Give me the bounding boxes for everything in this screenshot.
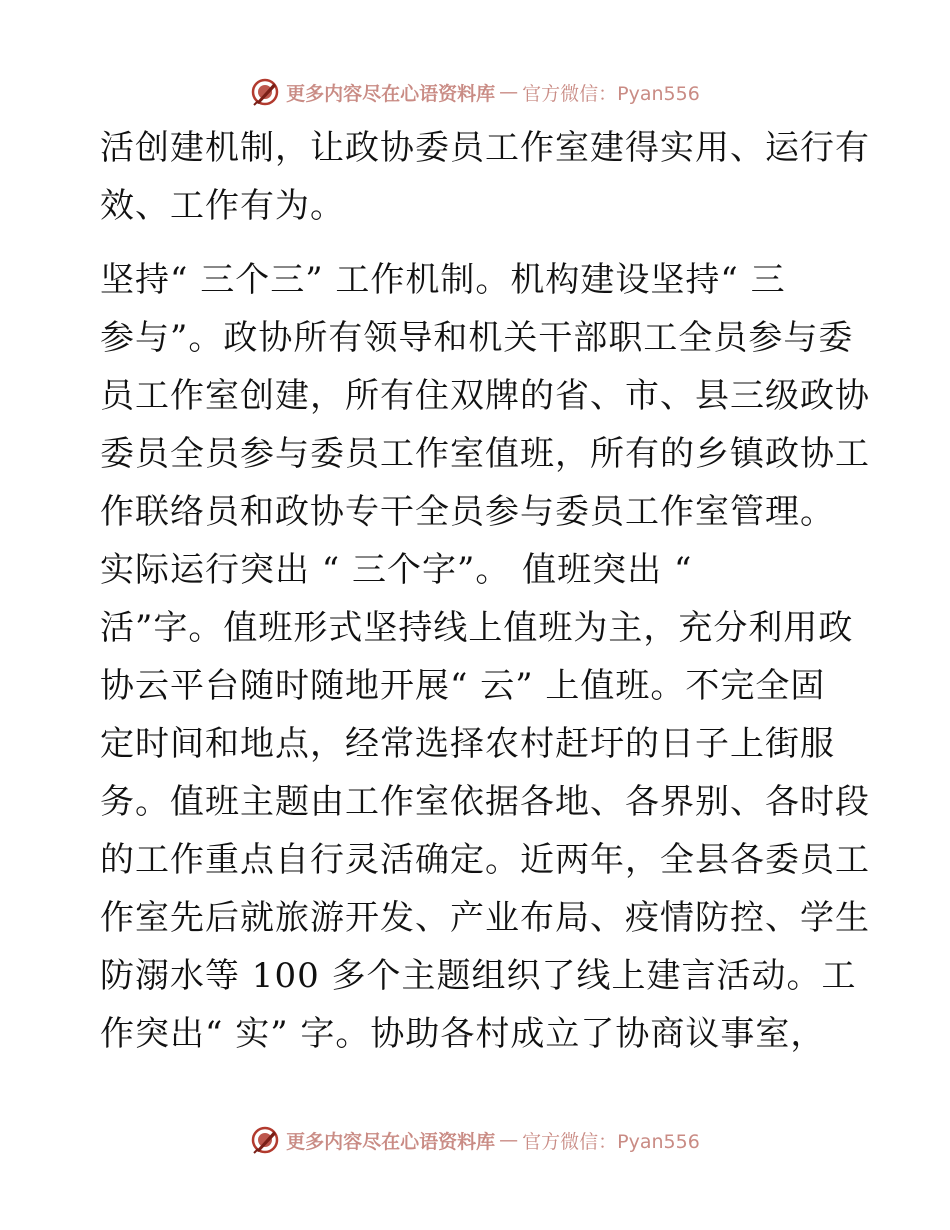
banner-dash: —: [499, 1129, 519, 1151]
footer-banner: [0, 1120, 950, 1160]
text-line: 活创建机制，让政协委员工作室建得实用、运行有: [100, 128, 870, 168]
text-line: 委员全员参与委员工作室值班，所有的乡镇政协工: [100, 434, 870, 474]
text-line: 员工作室创建，所有住双牌的省、市、县三级政协: [100, 376, 870, 416]
banner-text: 更多内容尽在心语资料库: [286, 1130, 496, 1153]
quill-pen-logo-icon: [250, 77, 280, 107]
text-line: 的工作重点自行灵活确定。近两年，全县各委员工: [100, 840, 870, 880]
text-line: 协云平台随时随地开展“ 云” 上值班。不完全固: [100, 666, 826, 706]
text-line: 坚持“ 三个三” 工作机制。机构建设坚持“ 三: [100, 260, 786, 300]
banner-account: 官方微信：Pyan556: [522, 82, 700, 105]
banner-account: 官方微信：Pyan556: [522, 1130, 700, 1153]
document-body: [100, 119, 870, 1063]
banner-dash: —: [499, 81, 519, 103]
text-line: 活”字。值班形式坚持线上值班为主，充分利用政: [100, 608, 854, 648]
text-line: 实际运行突出 “ 三个字”。 值班突出 “: [100, 550, 693, 590]
text-line: 效、工作有为。: [100, 186, 345, 226]
text-line: 作室先后就旅游开发、产业布局、疫情防控、学生: [100, 898, 870, 938]
text-line: 作联络员和政协专干全员参与委员工作室管理。: [100, 492, 835, 532]
text-line: 务。值班主题由工作室依据各地、各界别、各时段: [100, 782, 870, 822]
paragraph-gap: [100, 235, 860, 251]
text-line: 防溺水等 100 多个主题组织了线上建言活动。工: [100, 956, 857, 996]
banner-text: 更多内容尽在心语资料库: [286, 82, 496, 105]
text-line: 参与”。政协所有领导和机关干部职工全员参与委: [100, 318, 854, 358]
text-line: 作突出“ 实” 字。协助各村成立了协商议事室，: [100, 1014, 826, 1054]
quill-pen-logo-icon: [250, 1125, 280, 1155]
text-line: 定时间和地点，经常选择农村赶圩的日子上街服: [100, 724, 835, 764]
header-banner: [0, 72, 950, 112]
